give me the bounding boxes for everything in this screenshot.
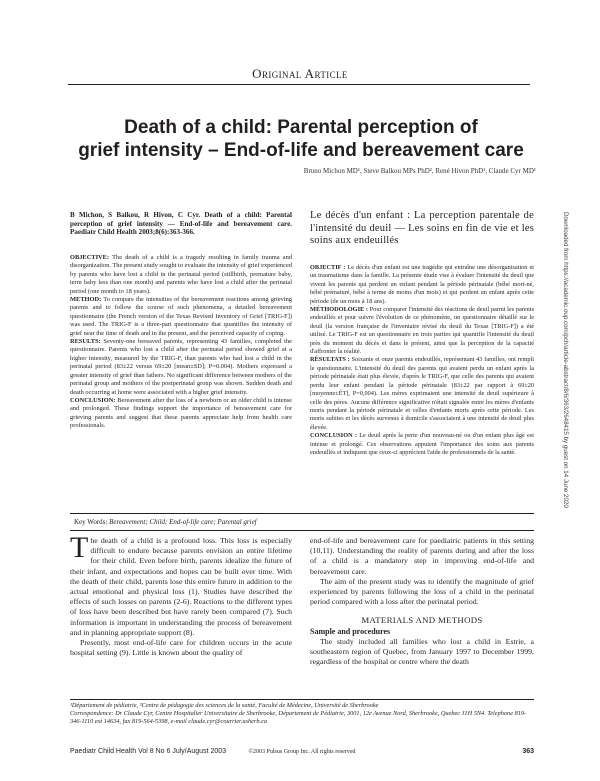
subsection-heading: Sample and procedures — [310, 626, 391, 636]
drop-cap: T — [70, 531, 89, 564]
body-p1-text: he death of a child is a profound loss. This loss is especially difficult to endure because parents envision an entire lifetime for their child. Even before birth, parents idealize the future of their infant, and expectations and hopes can be built over time. With the death of their child, parents lose this entire future in addition to the actual emotional and physical loss (1). Studies have described the effects of such losses on parents (2-6). Reactions to the different types of loss have been described but have rarely been compared (7). Such information is important in understanding the process of bereavement and in planning appropriate support (8). — [70, 536, 292, 637]
keywords-top-rule — [70, 513, 534, 514]
correspondence-text: Dr Claude Cyr, Centre Hospitalier Universitaire de Sherbrooke, Département de Pédiatrie, 3001, 12e Avenue Nord, Sherbrooke, Quebec J1H 5N4. Telephone 819-346-1110 ext 14634, fax 819-564-5398, e-mail claude.cyr@courrier.usherb.ca — [70, 710, 527, 726]
footnote-rule — [70, 699, 534, 700]
download-watermark — [560, 212, 570, 672]
abstract-conclusion — [70, 397, 292, 431]
journal-info: Paediatr Child Health Vol 8 No 6 July/August 2003 — [70, 748, 227, 755]
fr-results-label: RÉSULTATS : — [310, 356, 350, 364]
fr-conclusion-text: Le deuil après la perte d'un nouveau-né ou d'un enfant plus âgé est intense et prolongé. Ces observations appuient l'importance des soins aux parents endeuillés et indiquent que ceux-ci apprécient l'aide de professionnels de la santé. — [310, 432, 534, 456]
fr-objective-label: OBJECTIF : — [310, 264, 346, 271]
section-label: Original Article — [252, 66, 348, 81]
copyright: ©2003 Pulsus Group Inc. All rights reserved — [248, 749, 356, 755]
body-paragraph-4: The aim of the present study was to identify the magnitude of grief experienced by parents following the loss of a child in the perinatal period compared with a loss after the perinatal period. — [310, 576, 534, 607]
body-paragraph-1 — [70, 531, 292, 638]
abstract-english — [70, 254, 292, 431]
method-label: METHOD: — [70, 296, 102, 304]
affiliations — [70, 702, 534, 710]
keywords — [74, 518, 257, 526]
fr-objective-text: Le décès d'un enfant est une tragédie qui entraîne une désorganisation et un traumatisme dans la famille. La présente étude vise à évaluer l'intensité du deuil que vivent les parents qui perdent un enfant pendant la période périnatale (bébé mort-né, bébé prématuré, bébé à terme de moins d'un mois) et qui perdent un enfant après cette période (de un mois à 18 ans). — [310, 264, 534, 305]
correspondence — [70, 710, 534, 726]
body-paragraph-2: Presently, most end-of-life care for children occurs in the acute hospital setting (9). Little is known about the quality of — [70, 638, 292, 658]
body-column-left — [70, 531, 292, 658]
abstract-french — [310, 264, 534, 457]
fr-results — [310, 356, 534, 432]
section-heading: MATERIALS AND METHODS — [361, 615, 483, 626]
body-column-right — [310, 536, 534, 667]
section-rule — [68, 84, 530, 85]
body-paragraph-3: end-of-life and bereavement care for paediatric patients in this setting (10,11). Understanding the reality of parents during and after the loss of a child is a mandatory step in improving end-of-life and bereavement care. — [310, 536, 534, 576]
citation: B Michon, S Balkou, R Hivon, C Cyr. Death of a child: Parental perception of grief intensity — End-of-life and bereavement care. Paediatr Child Health 2003;8(6):363-366. — [70, 211, 292, 237]
watermark-text: Downloaded from https://academic.oup.com/pch/article-abstract/8/6/363/2648415 by guest on 14 June 2020 — [562, 212, 569, 508]
fr-method-text: Pour comparer l'intensité des réactions de deuil parmi les parents endeuillés et pour suivre l'évolution de ce phénomène, un questionnaire détaillé sur le deuil (la version française de l'inventaire révisé du deuil du Texas [TRIG-F]) a été utilisé. Le TRIG-F est un questionnaire en trois parties qui quantifie l'intensité du deuil près du moment du décès et dans le présent, ainsi que la perception de la capacité d'affronter la réalité. — [310, 306, 535, 356]
keywords-label: Key Words: — [74, 518, 108, 526]
fr-method — [310, 306, 534, 356]
correspondence-label: Correspondence: — [70, 710, 114, 718]
affiliations-text: ¹Département de pédiatrie, ²Centre de pédagogie des sciences de la santé, Faculté de Médecine, Université de Sherbrooke — [70, 702, 379, 709]
title-line-1: Death of a child: Parental perception of — [124, 117, 478, 138]
author-list: Bruno Michon MD¹, Steve Balkou MPs PhD², René Hivon PhD², Claude Cyr MD¹ — [303, 167, 536, 175]
keywords-bottom-rule — [70, 530, 534, 531]
article-title — [60, 116, 542, 162]
fr-results-text: Soixante et onze parents endeuillés, représentant 43 familles, ont rempli le questionnaire. L'intensité du deuil des parents qui avaient perdu un enfant après la période périnatale était plus élevée, d'après le TRIG-F, que celle des parents qui avaient perdu leur enfant pendant la période périnatale (83±22 par rapport à 69±20 [moyenne±ÉT], P=0,004). Les mères exprimaient une intensité de deuil supérieure à celle des pères. Aucune différence significative n'était signalée entre les mères d'enfants morts pendant la période périnatale et celles d'enfants morts après cette période. Les morts subites et les décès survenus à domicile s'associaient à une intensité de deuil plus élevée. — [310, 356, 535, 431]
fr-conclusion — [310, 432, 534, 457]
footnotes — [70, 702, 534, 727]
conclusion-text: Bereavement after the loss of a newborn or an older child is intense and prolonged. These findings support the importance of bereavement care for grieving parents and suggest that these parents appreciate help from health care professionals. — [70, 396, 292, 430]
french-title: Le décès d'un enfant : La perception parentale de l'intensité du deuil — Les soins en fin de vie et les soins aux endeuillés — [310, 210, 534, 246]
title-line-2: grief intensity – End-of-life and bereavement care — [78, 140, 524, 161]
page-number: 363 — [522, 748, 534, 755]
conclusion-label: CONCLUSION: — [70, 396, 116, 404]
fr-method-label: MÉTHODOLOGIE : — [310, 306, 368, 314]
results-label: RESULTS: — [70, 338, 101, 346]
fr-conclusion-label: CONCLUSION : — [310, 432, 357, 440]
keywords-text: Bereavement; Child; End-of-life care; Parental grief — [109, 518, 257, 526]
fr-objective — [310, 264, 534, 306]
method-text: To compare the intensities of the bereavement reactions among grieving parents and to follow the course of such phenomena, a detailed bereavement questionnaire (the French version of the Texas Revised Inventory of Grief [TRIG-F]) was used. The TRIG-F is a three-part questionnaire that quantifies the intensity of grief near the time of death and in the present, and the perceived capacity of coping. — [70, 296, 292, 337]
abstract-results — [70, 338, 292, 397]
results-text: Seventy-one bereaved parents, representing 43 families, completed the questionnaire. Parents who lost a child after the perinatal period showed grief at a higher intensity, measured by the TRIG-F, than parents who had lost a child in the perinatal period (83±22 versus 69±20 [mean±SD]; P=0.004). Mothers expressed a greater intensity of grief than fathers. No significant difference between mothers of the perinatal group and mothers of the postperinatal group was shown. Sudden death and death occurring at home were associated with a higher grief intensity. — [70, 338, 292, 396]
objective-text: The death of a child is a tragedy resulting in family trauma and disorganization. The present study sought to evaluate the intensity of grief experienced by parents who have lost a child in the perinatal period (stillbirth, premature baby, term baby less than one month) and parents who have lost a child after the perinatal period (one month to 18 years). — [70, 254, 292, 295]
abstract-method — [70, 296, 292, 338]
abstract-objective — [70, 254, 292, 296]
body-paragraph-5: The study included all families who lost a child in Estrie, a southeastern region of Quebec, from January 1997 to December 1999, regardless of the hospital or centre where the death — [310, 636, 534, 667]
objective-label: OBJECTIVE: — [70, 254, 110, 261]
